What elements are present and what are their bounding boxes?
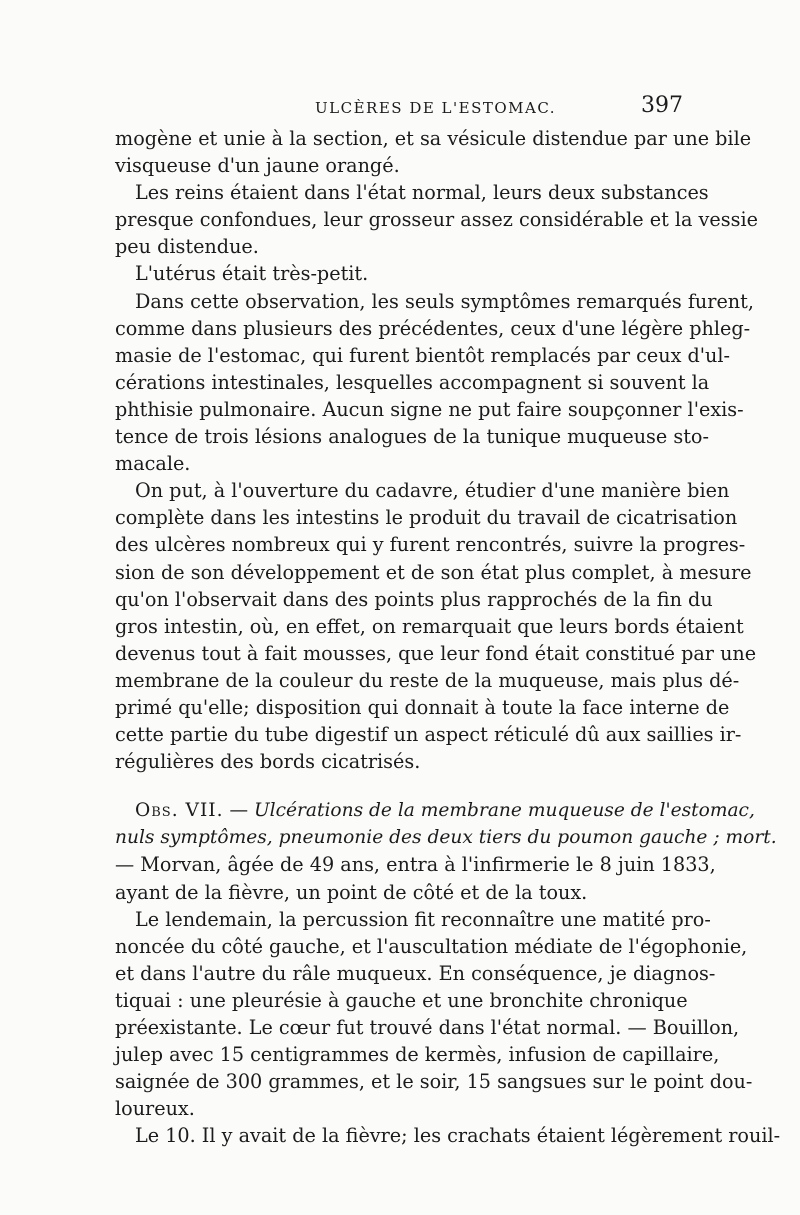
observation-title: Ulcérations de la membrane muqueuse de l'estomac,: [253, 800, 755, 822]
text-line: devenus tout à fait mousses, que leur fond était constitué par une: [115, 641, 757, 665]
text-line: peu distendue.: [115, 235, 259, 259]
text-line: membrane de la couleur du reste de la muqueuse, mais plus dé-: [115, 668, 740, 692]
section-gap: [115, 775, 683, 797]
text-line: On put, à l'ouverture du cadavre, étudier d'une manière bien: [135, 479, 730, 503]
text-line: Le 10. Il y avait de la fièvre; les crachats étaient légèrement rouil-: [135, 1124, 781, 1148]
text-line: loureux.: [115, 1097, 195, 1121]
text-line: saignée de 300 grammes, et le soir, 15 sangsues sur le point dou-: [115, 1070, 753, 1094]
text-line: Les reins étaient dans l'état normal, leurs deux substances: [135, 181, 709, 205]
text-line: primé qu'elle; disposition qui donnait à toute la face interne de: [115, 695, 730, 719]
text-line: cérations intestinales, lesquelles accompagnent si souvent la: [115, 370, 710, 394]
observation-title-continued: nuls symptômes, pneumonie des deux tiers du poumon gauche ; mort.: [115, 827, 777, 849]
page-number: 397: [641, 93, 683, 118]
text-line: tence de trois lésions analogues de la tunique muqueuse sto-: [115, 425, 709, 449]
page-body: [115, 125, 781, 1149]
text-line: gros intestin, où, en effet, on remarquait que leurs bords étaient: [115, 614, 744, 638]
text-line: presque confondues, leur grosseur assez considérable et la vessie: [115, 208, 758, 232]
text-line: julep avec 15 centigrammes de kermès, infusion de capillaire,: [115, 1043, 720, 1067]
text-line: complète dans les intestins le produit du travail de cicatrisation: [115, 506, 738, 530]
text-line: mogène et unie à la section, et sa vésicule distendue par une bile: [115, 127, 752, 150]
text-line: noncée du côté gauche, et l'auscultation médiate de l'égophonie,: [115, 934, 748, 958]
text-line: visqueuse d'un jaune orangé.: [115, 154, 400, 178]
text-line: préexistante. Le cœur fut trouvé dans l'état normal. — Bouillon,: [115, 1016, 740, 1039]
text-line: régulières des bords cicatrisés.: [115, 750, 421, 774]
observation-heading: [115, 797, 755, 824]
observation-label: Obs. VII.: [135, 800, 224, 822]
text-line: cette partie du tube digestif un aspect réticulé dû aux saillies ir-: [115, 723, 742, 747]
page-header: [115, 93, 683, 123]
text-line: qu'on l'observait dans des points plus rapprochés de la fin du: [115, 587, 713, 611]
text-line: Le lendemain, la percussion fit reconnaître une matité pro-: [135, 907, 711, 931]
text-line: masie de l'estomac, qui furent bientôt remplacés par ceux d'ul-: [115, 343, 731, 367]
observation-dash: —: [223, 800, 254, 822]
text-line: — Morvan, âgée de 49 ans, entra à l'infirmerie le 8 juin 1833,: [115, 853, 716, 877]
text-line: Dans cette observation, les seuls symptômes remarqués furent,: [135, 289, 754, 313]
text-line: ayant de la fièvre, un point de côté et de la toux.: [115, 880, 588, 904]
text-line: comme dans plusieurs des précédentes, ceux d'une légère phleg-: [115, 316, 751, 340]
text-line: L'utérus était très-petit.: [135, 262, 369, 286]
text-line: et dans l'autre du râle muqueux. En conséquence, je diagnos-: [115, 961, 716, 985]
running-head: ULCÈRES DE L'ESTOMAC.: [315, 99, 557, 117]
text-line: phthisie pulmonaire. Aucun signe ne put faire soupçonner l'exis-: [115, 397, 744, 421]
text-line: macale.: [115, 452, 191, 476]
text-line: des ulcères nombreux qui y furent rencontrés, suivre la progres-: [115, 533, 746, 557]
text-line: sion de son développement et de son état plus complet, à mesure: [115, 560, 752, 584]
text-line: tiquai : une pleurésie à gauche et une bronchite chronique: [115, 988, 688, 1012]
